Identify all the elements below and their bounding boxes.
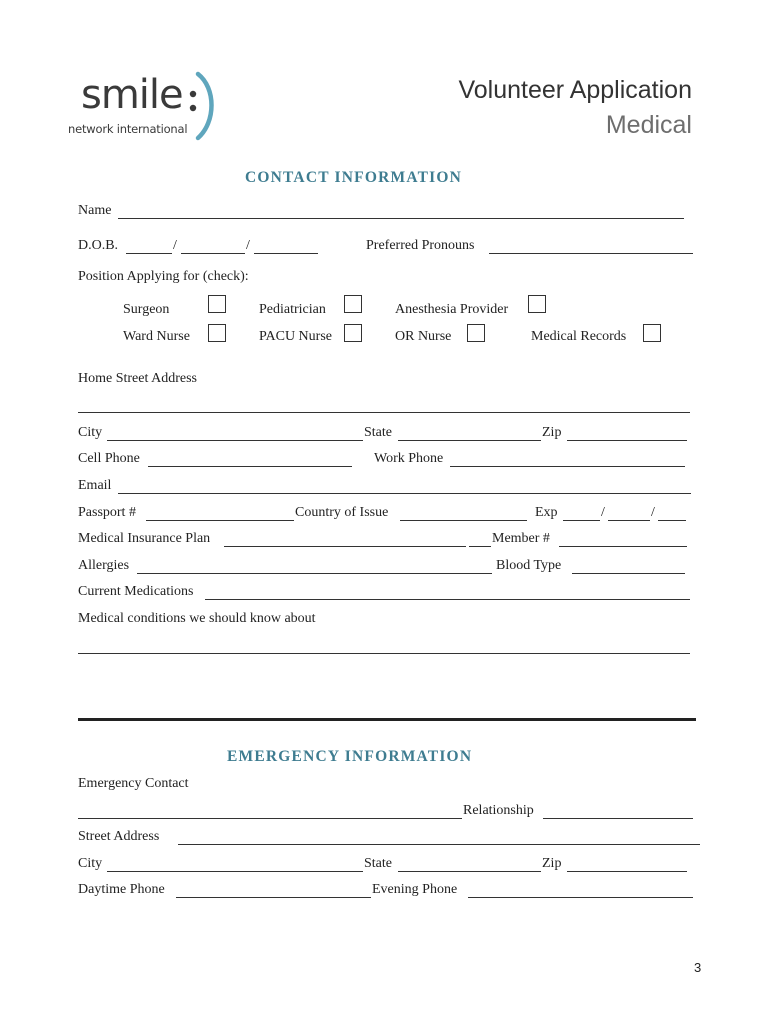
- city-field[interactable]: [107, 440, 363, 441]
- exp-day-field[interactable]: [608, 520, 650, 521]
- insurance-field-ext[interactable]: [469, 546, 491, 547]
- passport-label: Passport #: [78, 505, 136, 520]
- logo-subtitle: network international: [68, 122, 188, 136]
- contact-information-heading: CONTACT INFORMATION: [245, 169, 462, 186]
- allergies-field[interactable]: [137, 573, 492, 574]
- emergency-street-field[interactable]: [178, 844, 700, 845]
- or-nurse-checkbox[interactable]: [467, 324, 485, 342]
- position-option-label: Ward Nurse: [123, 329, 190, 344]
- dob-separator: /: [173, 238, 177, 253]
- conditions-field[interactable]: [78, 653, 690, 654]
- member-label: Member #: [492, 531, 550, 546]
- member-field[interactable]: [559, 546, 687, 547]
- evening-phone-label: Evening Phone: [372, 882, 458, 897]
- insurance-label: Medical Insurance Plan: [78, 531, 211, 546]
- anesthesia-provider-checkbox[interactable]: [528, 295, 546, 313]
- blood-type-field[interactable]: [572, 573, 685, 574]
- home-address-field[interactable]: [78, 412, 690, 413]
- ward-nurse-checkbox[interactable]: [208, 324, 226, 342]
- exp-separator: /: [651, 505, 655, 520]
- blood-type-label: Blood Type: [496, 558, 562, 573]
- position-option-label: Pediatrician: [259, 302, 326, 317]
- emergency-state-label: State: [364, 856, 392, 871]
- emergency-state-field[interactable]: [398, 871, 541, 872]
- page-subtitle: Medical: [605, 111, 692, 139]
- smile-logo: [68, 70, 228, 142]
- page-title: Volunteer Application: [458, 76, 692, 104]
- state-label: State: [364, 425, 392, 440]
- position-option-label: OR Nurse: [395, 329, 452, 344]
- dob-label: D.O.B.: [78, 238, 119, 253]
- city-label: City: [78, 425, 103, 440]
- daytime-phone-label: Daytime Phone: [78, 882, 165, 897]
- daytime-phone-field[interactable]: [176, 897, 371, 898]
- position-option-label: Anesthesia Provider: [395, 302, 509, 317]
- section-divider: [78, 718, 696, 721]
- pacu-nurse-checkbox[interactable]: [344, 324, 362, 342]
- medical-records-checkbox[interactable]: [643, 324, 661, 342]
- country-of-issue-field[interactable]: [400, 520, 527, 521]
- insurance-field[interactable]: [224, 546, 466, 547]
- evening-phone-field[interactable]: [468, 897, 693, 898]
- relationship-label: Relationship: [463, 803, 534, 818]
- medications-field[interactable]: [205, 599, 690, 600]
- emergency-information-heading: EMERGENCY INFORMATION: [227, 748, 473, 765]
- pediatrician-checkbox[interactable]: [344, 295, 362, 313]
- pronouns-field[interactable]: [489, 253, 693, 254]
- cell-phone-field[interactable]: [148, 466, 352, 467]
- medications-label: Current Medications: [78, 584, 194, 599]
- emergency-street-label: Street Address: [78, 829, 160, 844]
- state-field[interactable]: [398, 440, 541, 441]
- email-field[interactable]: [118, 493, 691, 494]
- name-label: Name: [78, 203, 112, 218]
- cell-phone-label: Cell Phone: [78, 451, 140, 466]
- position-label: Position Applying for (check):: [78, 269, 249, 284]
- emergency-zip-field[interactable]: [567, 871, 687, 872]
- exp-label: Exp: [535, 505, 558, 520]
- position-option-label: PACU Nurse: [259, 329, 332, 344]
- logo-word: smile: [81, 72, 183, 118]
- exp-separator: /: [601, 505, 605, 520]
- email-label: Email: [78, 478, 112, 493]
- emergency-contact-label: Emergency Contact: [78, 776, 189, 791]
- work-phone-field[interactable]: [450, 466, 685, 467]
- page-number: 3: [694, 960, 702, 975]
- zip-field[interactable]: [567, 440, 687, 441]
- passport-field[interactable]: [146, 520, 294, 521]
- surgeon-checkbox[interactable]: [208, 295, 226, 313]
- exp-month-field[interactable]: [563, 520, 600, 521]
- dob-separator: /: [246, 238, 250, 253]
- country-of-issue-label: Country of Issue: [295, 505, 389, 520]
- position-option-label: Medical Records: [531, 329, 627, 344]
- dob-month-field[interactable]: [126, 253, 172, 254]
- zip-label: Zip: [542, 425, 562, 440]
- emergency-contact-field[interactable]: [78, 818, 462, 819]
- allergies-label: Allergies: [78, 558, 130, 573]
- name-field[interactable]: [118, 218, 684, 219]
- position-option-label: Surgeon: [123, 302, 170, 317]
- relationship-field[interactable]: [543, 818, 693, 819]
- smile-face-icon: [186, 70, 216, 142]
- home-address-label: Home Street Address: [78, 371, 197, 386]
- emergency-city-field[interactable]: [107, 871, 363, 872]
- pronouns-label: Preferred Pronouns: [366, 238, 475, 253]
- work-phone-label: Work Phone: [374, 451, 444, 466]
- dob-year-field[interactable]: [254, 253, 318, 254]
- exp-year-field[interactable]: [658, 520, 686, 521]
- emergency-city-label: City: [78, 856, 103, 871]
- emergency-zip-label: Zip: [542, 856, 562, 871]
- conditions-label: Medical conditions we should know about: [78, 611, 316, 626]
- dob-day-field[interactable]: [181, 253, 245, 254]
